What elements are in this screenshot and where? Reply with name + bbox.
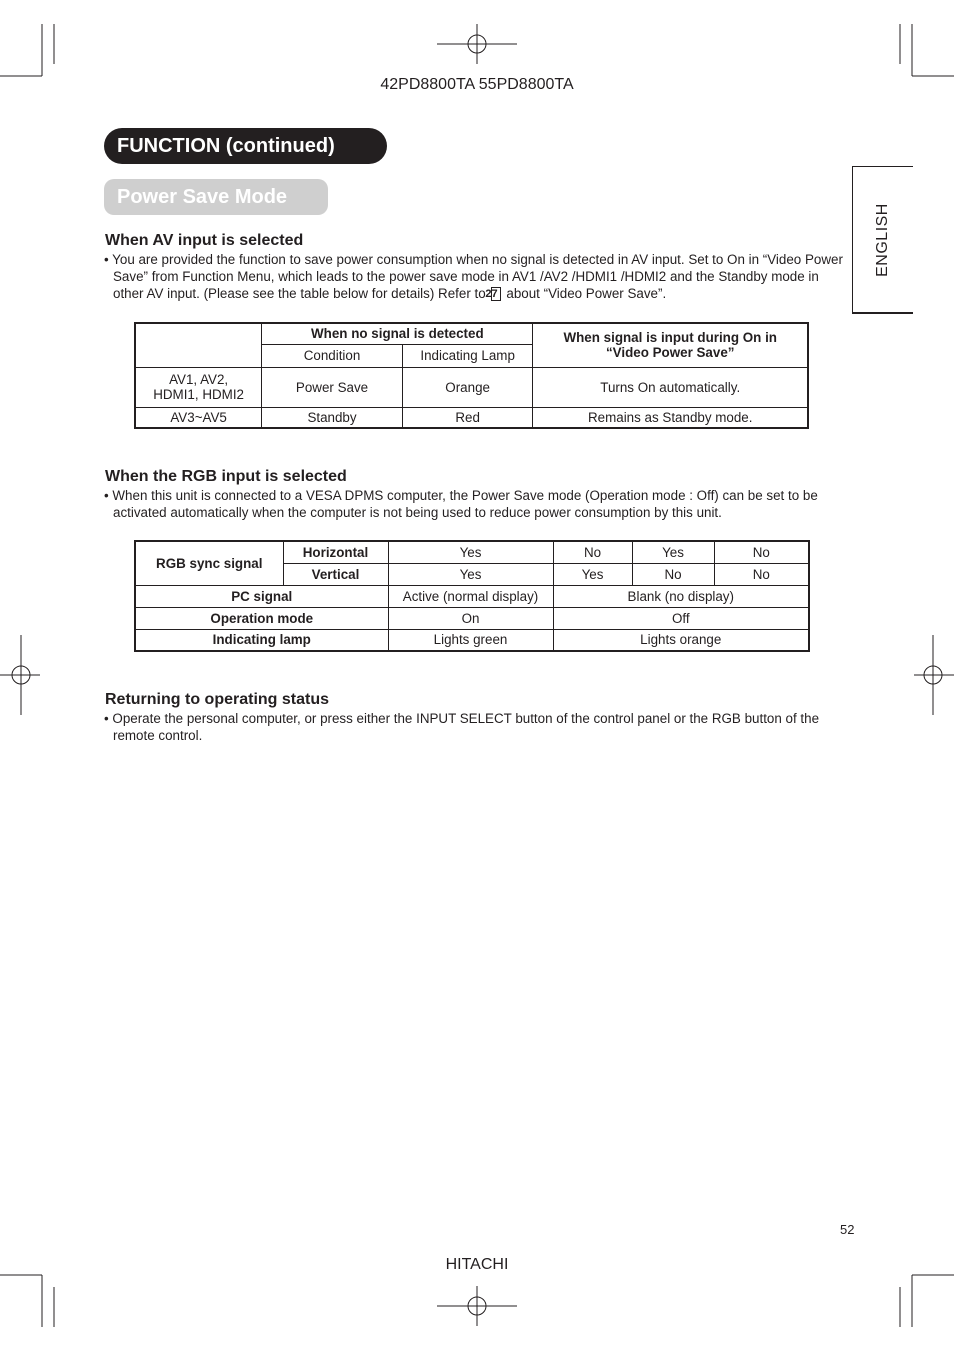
av-section-text xyxy=(104,251,853,302)
operation-mode-cell: On xyxy=(388,607,553,629)
av-power-save-table xyxy=(134,322,809,429)
horizontal-cell: No xyxy=(714,541,809,563)
horizontal-cell: Yes xyxy=(388,541,553,563)
return-section-heading: Returning to operating status xyxy=(105,691,329,708)
section-title: FUNCTION (continued) xyxy=(104,128,387,164)
condition-cell: Power Save xyxy=(262,367,403,407)
rgb-section-text: • When this unit is connected to a VESA DPMS computer, the Power Save mode (Operation mode : Off) can be set to be activated automatically when the computer is not being used to reduce power consumption by this unit. xyxy=(104,488,818,520)
lamp-cell: Orange xyxy=(402,367,533,407)
av-section-heading: When AV input is selected xyxy=(105,232,304,249)
horizontal-cell: No xyxy=(553,541,632,563)
vertical-cell: No xyxy=(714,563,809,585)
table-corner xyxy=(135,323,262,367)
operation-mode-label: Operation mode xyxy=(135,607,388,629)
horizontal-cell: Yes xyxy=(632,541,714,563)
return-section-text: • Operate the personal computer, or press either the INPUT SELECT button of the control panel or the RGB button of the remote control. xyxy=(104,711,820,743)
pc-signal-cell: Blank (no display) xyxy=(553,585,809,607)
vertical-cell: Yes xyxy=(553,563,632,585)
signal-cell: Remains as Standby mode. xyxy=(533,407,808,428)
pc-signal-cell: Active (normal display) xyxy=(388,585,553,607)
input-cell: AV3~AV5 xyxy=(135,407,262,428)
rgb-power-save-table xyxy=(134,540,810,652)
vertical-label: Vertical xyxy=(283,563,388,585)
pc-signal-label: PC signal xyxy=(135,585,388,607)
vertical-cell: Yes xyxy=(388,563,553,585)
condition-header: Condition xyxy=(262,344,403,367)
language-tab-label: ENGLISH xyxy=(874,202,891,277)
horizontal-label: Horizontal xyxy=(283,541,388,563)
signal-input-header: When signal is input during On in “Video Power Save” xyxy=(533,323,808,367)
table-row xyxy=(135,367,808,407)
av-text-tail: about “Video Power Save”. xyxy=(506,286,667,301)
language-tab xyxy=(852,166,913,314)
table-row xyxy=(135,407,808,428)
input-cell: AV1, AV2, HDMI1, HDMI2 xyxy=(135,367,262,407)
section-subtitle: Power Save Mode xyxy=(104,179,328,215)
page-reference: 27 xyxy=(491,287,500,301)
av-text-main: • You are provided the function to save power consumption when no signal is detected in AV input. Set to On in “Video Power Save” from Function Menu, which leads to the power save mode in AV1 /AV2 /HDMI1 /HDMI2 and the Standby mode in other AV input. (Please see the table below for details) Refer to xyxy=(104,252,843,301)
lamp-header: Indicating Lamp xyxy=(402,344,533,367)
rgb-section-heading: When the RGB input is selected xyxy=(105,468,347,485)
condition-cell: Standby xyxy=(262,407,403,428)
page-number: 52 xyxy=(840,1222,855,1237)
indicating-lamp-label: Indicating lamp xyxy=(135,629,388,651)
rgb-sync-label: RGB sync signal xyxy=(135,541,283,585)
indicating-lamp-cell: Lights green xyxy=(388,629,553,651)
indicating-lamp-cell: Lights orange xyxy=(553,629,809,651)
lamp-cell: Red xyxy=(402,407,533,428)
operation-mode-cell: Off xyxy=(553,607,809,629)
signal-cell: Turns On automatically. xyxy=(533,367,808,407)
no-signal-header: When no signal is detected xyxy=(262,323,533,344)
vertical-cell: No xyxy=(632,563,714,585)
model-number: 42PD8800TA 55PD8800TA xyxy=(380,76,574,93)
brand-name: HITACHI xyxy=(445,1256,509,1273)
